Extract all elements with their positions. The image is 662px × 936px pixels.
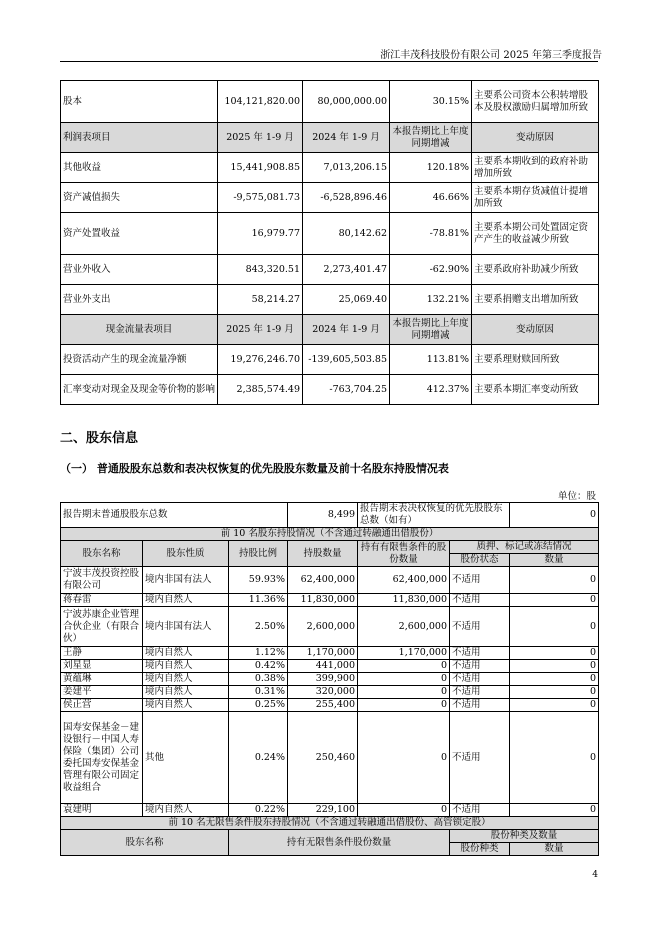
shareholder-nature: 境内非国有法人 xyxy=(143,607,229,647)
income-item: 营业外收入 xyxy=(61,255,218,285)
shareholder-status: 不适用 xyxy=(450,712,510,804)
shareholder-pledge-num: 0 xyxy=(510,699,599,712)
income-current: 843,320.51 xyxy=(218,255,303,285)
shareholder-row xyxy=(61,673,599,686)
shareholder-name: 姜建平 xyxy=(61,686,143,699)
shareholder-restricted: 1,170,000 xyxy=(358,647,450,660)
income-row xyxy=(61,213,599,255)
income-item: 资产减值损失 xyxy=(61,183,218,213)
shareholder-restricted: 0 xyxy=(358,699,450,712)
income-prior: 7,013,206.15 xyxy=(303,153,390,183)
shareholder-status: 不适用 xyxy=(450,673,510,686)
shareholder-pledge-num: 0 xyxy=(510,673,599,686)
shareholder-nature: 境内自然人 xyxy=(143,686,229,699)
income-prior: -6,528,896.46 xyxy=(303,183,390,213)
col-header-restricted: 持有有限售条件的股份数量 xyxy=(358,541,450,567)
shareholder-qty: 255,400 xyxy=(288,699,358,712)
col-header-num: 数量 xyxy=(510,554,599,567)
shareholder-qty: 62,400,000 xyxy=(288,567,358,594)
shareholder-pledge-num: 0 xyxy=(510,686,599,699)
unrestricted-header-qty: 持有无限售条件股份数量 xyxy=(229,830,450,856)
income-current: 15,441,908.85 xyxy=(218,153,303,183)
shareholder-status: 不适用 xyxy=(450,594,510,607)
shareholder-ratio: 0.31% xyxy=(229,686,288,699)
cash-prior: -763,704.25 xyxy=(303,375,390,405)
shareholder-qty: 441,000 xyxy=(288,660,358,673)
cash-section xyxy=(61,315,599,405)
shareholder-pledge-num: 0 xyxy=(510,804,599,817)
cash-reason: 主要系理财赎回所致 xyxy=(472,345,599,375)
income-prior: 2,273,401.47 xyxy=(303,255,390,285)
income-change: 46.66% xyxy=(390,183,472,213)
section-title: 二、股东信息 xyxy=(60,431,139,446)
cash-header-change: 本报告期比上年度同期增减 xyxy=(390,315,472,345)
shareholder-name: 刘星显 xyxy=(61,660,143,673)
balance-change: 30.15% xyxy=(390,81,472,123)
summary-label-2: 报告期末表决权恢复的优先股股东总数（如有） xyxy=(358,503,510,528)
income-current: -9,575,081.73 xyxy=(218,183,303,213)
shareholder-pledge-num: 0 xyxy=(510,607,599,647)
shareholder-ratio: 0.42% xyxy=(229,660,288,673)
shareholder-status: 不适用 xyxy=(450,647,510,660)
shareholder-status: 不适用 xyxy=(450,660,510,673)
shareholder-ratio: 0.24% xyxy=(229,712,288,804)
income-row xyxy=(61,285,599,315)
shareholder-ratio: 59.93% xyxy=(229,567,288,594)
shareholder-status: 不适用 xyxy=(450,699,510,712)
shareholder-restricted: 62,400,000 xyxy=(358,567,450,594)
shareholder-row xyxy=(61,594,599,607)
unrestricted-title: 前 10 名无限售条件股东持股情况（不含通过转融通出借股份、高管锁定股） xyxy=(61,817,599,830)
shareholder-qty: 11,830,000 xyxy=(288,594,358,607)
top10-title: 前 10 名股东持股情况（不含通过转融通出借股份） xyxy=(61,528,599,541)
income-prior: 80,142.62 xyxy=(303,213,390,255)
cash-item: 投资活动产生的现金流量净额 xyxy=(61,345,218,375)
shareholder-qty: 1,170,000 xyxy=(288,647,358,660)
shareholder-name: 国寿安保基金－建设银行－中国人寿保险（集团）公司委托国寿安保基金管理有限公司固定收益组合 xyxy=(61,712,143,804)
cash-header-reason: 变动原因 xyxy=(472,315,599,345)
shareholder-name: 宁波苏康企业管理合伙企业（有限合伙） xyxy=(61,607,143,647)
shareholder-name: 王静 xyxy=(61,647,143,660)
shareholder-ratio: 2.50% xyxy=(229,607,288,647)
shareholder-nature: 境内自然人 xyxy=(143,804,229,817)
unrestricted-header-kind-type: 股份种类 xyxy=(450,843,510,856)
income-header-change: 本报告期比上年度同期增减 xyxy=(390,123,472,153)
cash-header-row xyxy=(61,315,599,345)
balance-item: 股本 xyxy=(61,81,218,123)
shareholder-ratio: 0.22% xyxy=(229,804,288,817)
income-item: 资产处置收益 xyxy=(61,213,218,255)
shareholder-pledge-num: 0 xyxy=(510,660,599,673)
shareholder-restricted: 0 xyxy=(358,712,450,804)
cash-row xyxy=(61,375,599,405)
shareholder-row xyxy=(61,804,599,817)
col-header-name: 股东名称 xyxy=(61,541,143,567)
shareholder-row xyxy=(61,686,599,699)
income-row xyxy=(61,255,599,285)
income-header-row xyxy=(61,123,599,153)
balance-prior: 80,000,000.00 xyxy=(303,81,390,123)
shareholder-nature: 境内自然人 xyxy=(143,594,229,607)
income-change: -62.90% xyxy=(390,255,472,285)
shareholder-row xyxy=(61,607,599,647)
shareholder-restricted: 0 xyxy=(358,660,450,673)
shareholder-qty: 229,100 xyxy=(288,804,358,817)
changes-table xyxy=(60,80,599,405)
cash-row xyxy=(61,345,599,375)
summary-label-1: 报告期末普通股股东总数 xyxy=(61,503,288,528)
col-header-qty: 持股数量 xyxy=(288,541,358,567)
shareholder-name: 黄蕴琳 xyxy=(61,673,143,686)
col-header-nature: 股东性质 xyxy=(143,541,229,567)
income-current: 58,214.27 xyxy=(218,285,303,315)
shareholder-row xyxy=(61,699,599,712)
cash-item: 汇率变动对现金及现金等价物的影响 xyxy=(61,375,218,405)
cash-prior: -139,605,503.85 xyxy=(303,345,390,375)
income-reason: 主要系本期收到的政府补助增加所致 xyxy=(472,153,599,183)
shareholder-ratio: 1.12% xyxy=(229,647,288,660)
income-section xyxy=(61,123,599,315)
shareholder-qty: 2,600,000 xyxy=(288,607,358,647)
shareholder-nature: 其他 xyxy=(143,712,229,804)
shareholder-restricted: 0 xyxy=(358,804,450,817)
cash-current: 2,385,574.49 xyxy=(218,375,303,405)
shareholder-ratio: 0.38% xyxy=(229,673,288,686)
shareholder-name: 袁建明 xyxy=(61,804,143,817)
income-reason: 主要系政府补助减少所致 xyxy=(472,255,599,285)
income-reason: 主要系本期存货减值计提增加所致 xyxy=(472,183,599,213)
balance-current: 104,121,820.00 xyxy=(218,81,303,123)
cash-change: 113.81% xyxy=(390,345,472,375)
cash-current: 19,276,246.70 xyxy=(218,345,303,375)
shareholders-table xyxy=(60,502,599,856)
shareholder-row xyxy=(61,567,599,594)
report-header: 浙江丰茂科技股份有限公司 2025 年第三季度报告 xyxy=(380,50,602,61)
income-row xyxy=(61,183,599,213)
income-row xyxy=(61,153,599,183)
shareholder-qty: 399,900 xyxy=(288,673,358,686)
shareholder-nature: 境内自然人 xyxy=(143,660,229,673)
shareholder-pledge-num: 0 xyxy=(510,567,599,594)
income-header-prior: 2024 年 1-9 月 xyxy=(303,123,390,153)
col-header-pledge: 质押、标记或冻结情况 xyxy=(450,541,599,554)
shareholder-name: 侯正营 xyxy=(61,699,143,712)
income-change: 120.18% xyxy=(390,153,472,183)
shareholder-row xyxy=(61,660,599,673)
shareholder-pledge-num: 0 xyxy=(510,594,599,607)
unrestricted-header-kind: 股份种类及数量 xyxy=(450,830,599,843)
income-item: 其他收益 xyxy=(61,153,218,183)
shareholder-row xyxy=(61,712,599,804)
unit-label: 单位：股 xyxy=(557,491,596,502)
shareholder-status: 不适用 xyxy=(450,607,510,647)
cash-reason: 主要系本期汇率变动所致 xyxy=(472,375,599,405)
shareholder-nature: 境内自然人 xyxy=(143,647,229,660)
shareholder-qty: 320,000 xyxy=(288,686,358,699)
shareholder-status: 不适用 xyxy=(450,686,510,699)
balance-row xyxy=(61,81,599,123)
page-number: 4 xyxy=(592,870,598,880)
income-prior: 25,069.40 xyxy=(303,285,390,315)
shareholder-row xyxy=(61,647,599,660)
shareholder-nature: 境内自然人 xyxy=(143,699,229,712)
shareholder-status: 不适用 xyxy=(450,804,510,817)
unrestricted-header-kind-num: 数量 xyxy=(510,843,599,856)
shareholder-pledge-num: 0 xyxy=(510,712,599,804)
shareholder-qty: 250,460 xyxy=(288,712,358,804)
summary-value-2: 0 xyxy=(510,503,599,528)
header-divider xyxy=(60,61,598,62)
col-header-ratio: 持股比例 xyxy=(229,541,288,567)
shareholder-nature: 境内自然人 xyxy=(143,673,229,686)
income-header-item: 利润表项目 xyxy=(61,123,218,153)
cash-header-item: 现金流量表项目 xyxy=(61,315,218,345)
income-change: 132.21% xyxy=(390,285,472,315)
income-change: -78.81% xyxy=(390,213,472,255)
shareholder-pledge-num: 0 xyxy=(510,647,599,660)
shareholder-restricted: 0 xyxy=(358,686,450,699)
income-reason: 主要系捐赠支出增加所致 xyxy=(472,285,599,315)
shareholder-restricted: 11,830,000 xyxy=(358,594,450,607)
shareholder-status: 不适用 xyxy=(450,567,510,594)
summary-value-1: 8,499 xyxy=(288,503,358,528)
cash-header-current: 2025 年 1-9 月 xyxy=(218,315,303,345)
balance-reason: 主要系公司资本公积转增股本及股权激励归属增加所致 xyxy=(472,81,599,123)
summary-row xyxy=(61,503,599,528)
shareholder-ratio: 0.25% xyxy=(229,699,288,712)
shareholder-name: 蒋春雷 xyxy=(61,594,143,607)
income-header-reason: 变动原因 xyxy=(472,123,599,153)
income-current: 16,979.77 xyxy=(218,213,303,255)
shareholder-rows xyxy=(61,567,599,817)
cash-header-prior: 2024 年 1-9 月 xyxy=(303,315,390,345)
income-item: 营业外支出 xyxy=(61,285,218,315)
shareholder-nature: 境内非国有法人 xyxy=(143,567,229,594)
shareholder-name: 宁波丰茂投资控股有限公司 xyxy=(61,567,143,594)
unrestricted-header-name: 股东名称 xyxy=(61,830,229,856)
balance-rows xyxy=(61,81,599,123)
cash-change: 412.37% xyxy=(390,375,472,405)
col-header-status: 股份状态 xyxy=(450,554,510,567)
shareholder-ratio: 11.36% xyxy=(229,594,288,607)
shareholder-restricted: 0 xyxy=(358,673,450,686)
income-header-current: 2025 年 1-9 月 xyxy=(218,123,303,153)
shareholder-restricted: 2,600,000 xyxy=(358,607,450,647)
section-subtitle: （一） 普通股股东总数和表决权恢复的优先股股东数量及前十名股东持股情况表 xyxy=(60,462,449,475)
income-reason: 主要系本期公司处置固定资产产生的收益减少所致 xyxy=(472,213,599,255)
